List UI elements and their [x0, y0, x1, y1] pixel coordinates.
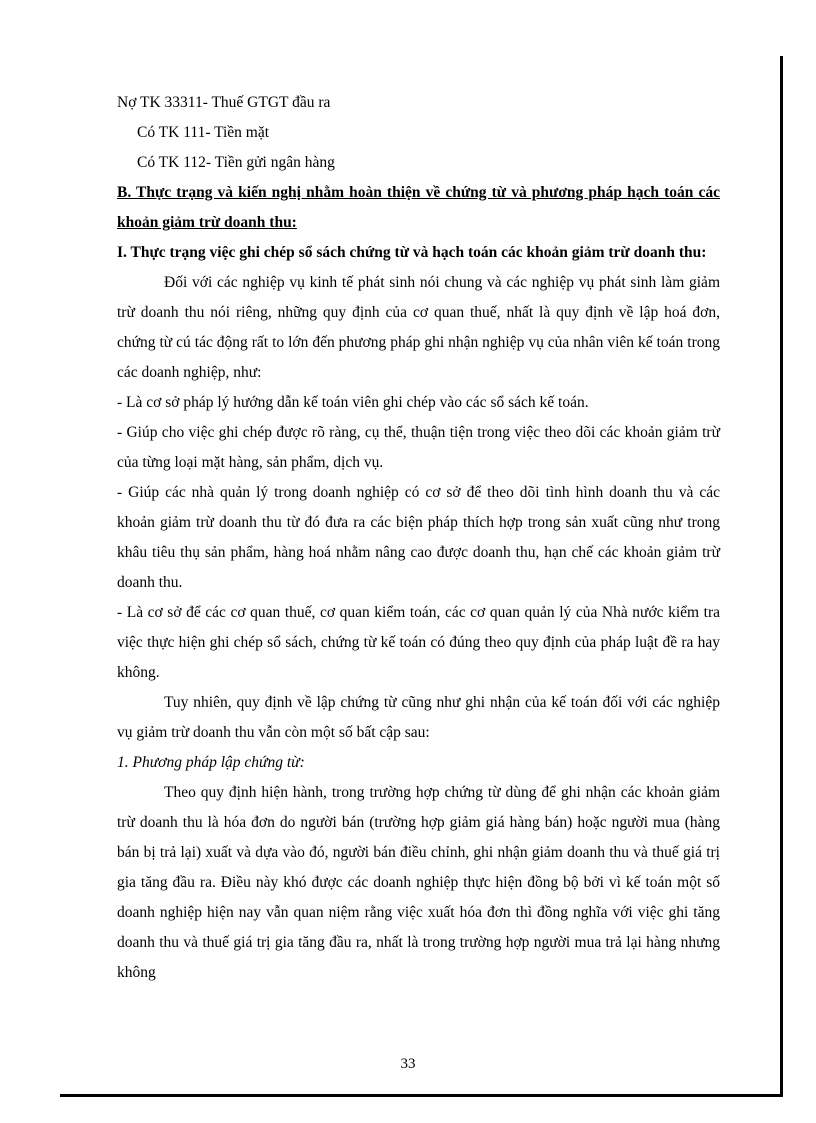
bullet-management: - Giúp các nhà quản lý trong doanh nghiệp có cơ sở để theo dõi tình hình doanh thu và các khoản giảm trừ doanh thu từ đó đưa ra các biện pháp thích hợp trong sản xuất cũng như trong khâu tiêu thụ sản phẩm, hàng hoá nhằm nâng cao được doanh thu, hạn chế các khoản giảm trừ doanh thu. — [117, 484, 720, 591]
intro-paragraph: Đối với các nghiệp vụ kinh tế phát sinh nói chung và các nghiệp vụ phát sinh làm giảm trừ doanh thu nói riêng, những quy định của cơ quan thuế, nhất là quy định về lập hoá đơn, chứng từ cú tác động rất to lớn đến phương pháp ghi nhận nghiệp vụ của nhân viên kế toán trong các doanh nghiệp, như: — [117, 274, 720, 381]
however-paragraph: Tuy nhiên, quy định về lập chứng từ cũng như ghi nhận của kế toán đối với các nghiệp vụ giảm trừ doanh thu vẫn còn một số bất cập sau: — [117, 694, 720, 741]
bullet-legal-basis: - Là cơ sở pháp lý hướng dẫn kế toán viên ghi chép vào các sổ sách kế toán. — [117, 394, 589, 411]
subsection-1-heading: 1. Phương pháp lập chứng từ: — [117, 754, 305, 771]
section-i-heading: I. Thực trạng việc ghi chép sổ sách chứng từ và hạch toán các khoản giảm trừ doanh thu: — [117, 244, 707, 261]
page-content — [117, 88, 720, 988]
bullet-inspection: - Là cơ sở để các cơ quan thuế, cơ quan kiểm toán, các cơ quan quản lý của Nhà nước kiểm tra việc thực hiện ghi chép sổ sách, chứng từ kế toán có đúng theo quy định của pháp luật đề ra hay không. — [117, 604, 720, 681]
page-number: 33 — [400, 1056, 416, 1072]
entry-credit-112: Có TK 112- Tiền gửi ngân hàng — [137, 154, 335, 171]
section-b-heading: B. Thực trạng và kiến nghị nhằm hoàn thiện về chứng từ và phương pháp hạch toán các khoản giảm trừ doanh thu: — [117, 184, 720, 231]
page-border-bottom — [60, 1094, 783, 1097]
entry-credit-111: Có TK 111- Tiền mặt — [137, 124, 270, 141]
bullet-clear-recording: - Giúp cho việc ghi chép được rõ ràng, cụ thể, thuận tiện trong việc theo dõi các khoản giảm trừ của từng loại mặt hàng, sản phẩm, dịch vụ. — [117, 424, 720, 471]
page-border-right — [780, 56, 783, 1096]
method-paragraph: Theo quy định hiện hành, trong trường hợp chứng từ dùng để ghi nhận các khoản giảm trừ doanh thu là hóa đơn do người bán (trường hợp giảm giá hàng bán) hoặc người mua (hàng bán bị trả lại) xuất và dựa vào đó, người bán điều chỉnh, ghi nhận giảm doanh thu và thuế giá trị gia tăng đầu ra. Điều này khó được các doanh nghiệp thực hiện đồng bộ bởi vì kế toán một số doanh nghiệp hiện nay vẫn quan niệm rằng việc xuất hóa đơn thì đồng nghĩa với việc ghi tăng doanh thu và thuế giá trị gia tăng đầu ra, nhất là trong trường hợp người mua trả lại hàng nhưng không — [117, 784, 720, 981]
entry-debit: Nợ TK 33311- Thuế GTGT đầu ra — [117, 94, 331, 111]
